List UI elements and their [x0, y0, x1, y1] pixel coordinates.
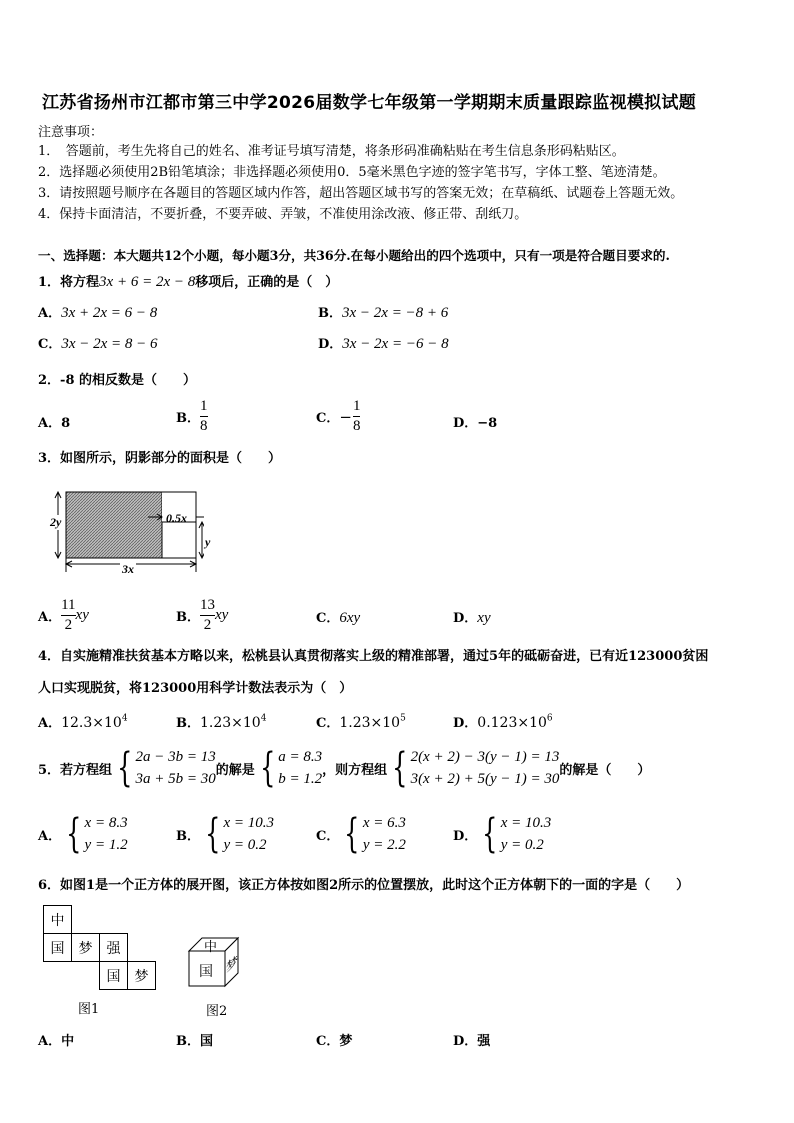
q3-label-0-5x: 0.5x: [166, 511, 187, 525]
q5-system-2-line-1: 2(x + 2) − 3(y − 1) = 13: [410, 749, 560, 765]
q6-option-c: [316, 1030, 352, 1049]
q2-option-c-numerator: 1: [352, 398, 361, 414]
q4-option-c-exponent: 5: [400, 713, 406, 724]
q5-system-1: { 2a − 3b = 13 3a + 5b = 30: [117, 745, 216, 791]
q6-cube-top-face: 中: [204, 940, 218, 955]
q2-option-d-text: −8: [477, 416, 498, 431]
q5-solution: { a = 8.3 b = 1.2: [259, 745, 323, 791]
q1-option-c: [38, 333, 158, 353]
q4-option-d-label: D．: [453, 716, 478, 731]
q3-label-2y: 2y: [50, 515, 62, 529]
q1-option-b: [318, 302, 448, 322]
q1-option-c-text: 3x − 2x = 8 − 6: [61, 336, 158, 352]
q4-option-d-exponent: 6: [546, 713, 553, 724]
q5-option-b-label: B．: [176, 828, 200, 844]
q3-option-b: [176, 598, 228, 633]
q5-option-d-line-2: y = 0.2: [500, 837, 544, 853]
q5-option-d-label: D．: [453, 828, 478, 844]
q6-option-c-label: C．: [316, 1034, 340, 1049]
q5-option-a-line-2: y = 1.2: [84, 837, 128, 853]
q2-option-c-denominator: 8: [352, 418, 361, 434]
q2-option-b-fraction: [200, 399, 208, 434]
q2-option-b: [176, 399, 208, 434]
q5-option-a-line-1: x = 8.3: [84, 815, 128, 831]
section-heading: 一、选择题：本大题共12个小题，每小题3分，共36分.在每小题给出的四个选项中，只有一项是符合题目要求的.: [38, 248, 670, 263]
q6-option-a: [38, 1030, 74, 1049]
q2-option-b-numerator: 1: [200, 398, 208, 414]
q3-option-a: [38, 598, 89, 633]
q1-option-b-label: B．: [318, 306, 342, 321]
q3-label-y: y: [205, 535, 211, 549]
q6-option-d-label: D．: [453, 1034, 478, 1049]
q3-option-a-label: A．: [38, 610, 62, 625]
q3-shaded-region: [66, 492, 162, 558]
q4-option-d-base: 0.123×10: [477, 715, 547, 731]
q4-stem-line-2: 人口实现脱贫，将123000用科学计数法表示为（ ）: [38, 681, 353, 696]
q1-option-a-text: 3x + 2x = 6 − 8: [61, 305, 158, 321]
q5-system-2: { 2(x + 2) − 3(y − 1) = 13 3(x + 2) + 5(y − 1) = 30: [392, 745, 560, 791]
q2-option-d: [453, 412, 497, 431]
q1-equation: 3x + 6 = 2x − 8: [99, 274, 196, 290]
q4-option-a-label: A．: [38, 716, 62, 731]
q3-option-c-label: C．: [316, 611, 340, 626]
q1-stem: [38, 271, 338, 291]
q5-option-c-label: C．: [316, 828, 340, 844]
q5-option-d-line-1: x = 10.3: [500, 815, 552, 831]
q2-option-a: [38, 412, 70, 431]
q6-option-c-text: 梦: [339, 1034, 353, 1049]
q5-option-b-line-2: y = 0.2: [223, 837, 267, 853]
q4-option-c: [316, 712, 406, 731]
q6-figure-1-caption: 图1: [78, 1002, 100, 1017]
q3-option-b-numerator: 13: [200, 597, 215, 613]
q2-option-a-text: 8: [61, 416, 71, 431]
q2-option-c-sign: −: [339, 407, 352, 426]
q4-option-a-base: 12.3×10: [61, 715, 122, 731]
q5-stem-b: 的解是: [215, 762, 255, 778]
net-cell: 国: [99, 961, 128, 990]
net-cell: 中: [43, 905, 72, 934]
q2-option-c-label: C．: [316, 411, 340, 426]
q3-option-a-var: xy: [75, 607, 89, 623]
q2-option-a-label: A．: [38, 416, 62, 431]
net-cell: 梦: [71, 933, 100, 962]
q6-option-b-label: B．: [176, 1034, 200, 1049]
q2-option-d-label: D．: [453, 416, 478, 431]
q3-option-d-label: D．: [453, 611, 478, 626]
q5-solution-line-2: b = 1.2: [278, 771, 323, 787]
q6-stem: 6．如图1是一个正方体的展开图，该正方体按如图2所示的位置摆放，此时这个正方体朝下的一面的字是（ ）: [38, 878, 690, 893]
net-cell: 国: [43, 933, 72, 962]
q3-option-b-label: B．: [176, 610, 200, 625]
q3-option-d: [453, 607, 491, 627]
page-title: 江苏省扬州市江都市第三中学2026届数学七年级第一学期期末质量跟踪监视模拟试题: [42, 93, 697, 113]
q4-option-d: [453, 712, 553, 731]
q3-option-b-denominator: 2: [203, 617, 212, 633]
q6-cube-front-face: 国: [199, 964, 213, 980]
q6-option-a-label: A．: [38, 1034, 62, 1049]
q5-option-a: A． { x = 8.3 y = 1.2: [38, 811, 128, 857]
q5-option-c-line-2: y = 2.2: [362, 837, 406, 853]
q1-option-d-label: D．: [318, 337, 343, 352]
q1-option-d-text: 3x − 2x = −6 − 8: [342, 336, 449, 352]
q5-option-a-label: A．: [38, 828, 62, 844]
q3-option-a-fraction: [61, 598, 75, 633]
q2-option-c-fraction: [353, 399, 361, 434]
q6-option-b: [176, 1030, 213, 1049]
q4-stem-line-1: 4．自实施精准扶贫基本方略以来，松桃县认真贯彻落实上级的精准部署，通过5年的砥砺奋进，已有近123000贫困: [38, 649, 709, 664]
q6-option-b-text: 国: [200, 1034, 214, 1049]
q3-option-a-denominator: 2: [64, 617, 73, 633]
q4-option-a-exponent: 4: [121, 713, 128, 724]
q5-stem-a: 5．若方程组: [38, 762, 113, 778]
q4-option-b: [176, 712, 266, 731]
notes-heading: 注意事项：: [38, 125, 104, 140]
q6-cube-side-face: 梦: [226, 952, 239, 976]
q3-option-a-numerator: 11: [61, 597, 76, 613]
q4-option-a: [38, 712, 128, 731]
q3-stem: 3．如图所示，阴影部分的面积是（ ）: [38, 451, 282, 466]
q4-option-b-label: B．: [176, 716, 200, 731]
q2-option-c: [316, 399, 360, 434]
q1-stem-b: 移项后，正确的是（ ）: [195, 275, 339, 290]
net-cell: 梦: [127, 961, 156, 990]
q6-option-a-text: 中: [61, 1034, 75, 1049]
q1-option-c-label: C．: [38, 337, 62, 352]
q5-option-b-line-1: x = 10.3: [223, 815, 274, 831]
q2-option-b-label: B．: [176, 411, 200, 426]
q1-option-a: [38, 302, 157, 322]
q3-option-b-fraction: [200, 598, 215, 633]
q5-stem: [38, 746, 650, 790]
notes-item-2: 2．选择题必须使用2B铅笔填涂；非选择题必须使用0．5毫米黑色字迹的签字笔书写，字体工整、笔迹清楚。: [38, 165, 666, 180]
q5-solution-line-1: a = 8.3: [278, 749, 323, 765]
notes-item-4: 4．保持卡面清洁，不要折叠，不要弄破、弄皱，不准使用涂改液、修正带、刮纸刀。: [38, 207, 528, 222]
q2-stem: 2．-8 的相反数是（ ）: [38, 373, 197, 388]
q3-option-c: [316, 607, 360, 627]
net-cell: 强: [99, 933, 128, 962]
q6-figure-2-caption: 图2: [206, 1004, 228, 1019]
q5-option-c-line-1: x = 6.3: [362, 815, 406, 831]
q3-label-3x: 3x: [122, 562, 134, 576]
notes-item-1: 1． 答题前，考生先将自己的姓名、准考证号填写清楚，将条形码准确粘贴在考生信息条形码粘贴区。: [38, 144, 625, 159]
q5-option-d: D． { x = 10.3 y = 0.2: [453, 811, 552, 857]
q3-option-d-text: xy: [477, 610, 491, 626]
q5-system-1-line-1: 2a − 3b = 13: [135, 749, 216, 765]
q1-option-b-text: 3x − 2x = −8 + 6: [342, 305, 449, 321]
q1-option-d: [318, 333, 449, 353]
q5-option-b: B． { x = 10.3 y = 0.2: [176, 811, 274, 857]
q4-option-c-base: 1.23×10: [339, 715, 401, 731]
q5-stem-c: ，则方程组: [322, 762, 388, 778]
q5-option-c: C． { x = 6.3 y = 2.2: [316, 811, 406, 857]
q6-option-d: [453, 1030, 490, 1049]
q2-option-b-denominator: 8: [200, 418, 208, 434]
q1-stem-a: 1．将方程: [38, 275, 100, 290]
q4-option-c-label: C．: [316, 716, 340, 731]
q3-option-c-text: 6xy: [339, 610, 361, 626]
q1-option-a-label: A．: [38, 306, 62, 321]
q5-system-1-line-2: 3a + 5b = 30: [135, 771, 216, 787]
q4-option-b-exponent: 4: [260, 713, 267, 724]
q3-option-b-var: xy: [215, 607, 229, 623]
q6-option-d-text: 强: [477, 1034, 491, 1049]
q4-option-b-base: 1.23×10: [200, 715, 261, 731]
notes-item-3: 3．请按照题号顺序在各题目的答题区域内作答，超出答题区域书写的答案无效；在草稿纸、试题卷上答题无效。: [38, 186, 684, 201]
q5-system-2-line-2: 3(x + 2) + 5(y − 1) = 30: [410, 771, 560, 787]
q5-stem-d: 的解是（ ）: [559, 762, 651, 778]
q6-cube-figure: [186, 935, 250, 991]
